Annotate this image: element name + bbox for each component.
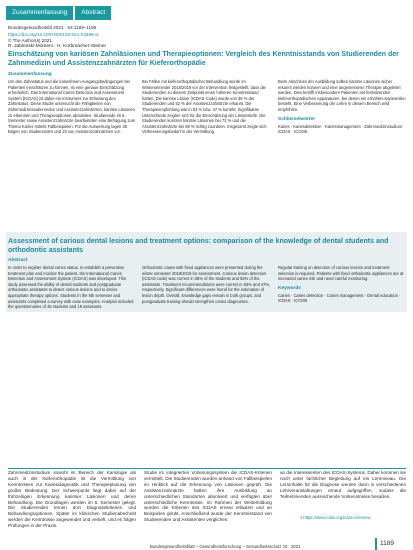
de-keywords: Karies · Kariesdetektion · Kariesmanagement · Zahnmedizinstudium · ICDAS · ICCMS: [278, 123, 405, 135]
body-column-1: Zahnmedizinstudium sowohl im Bereich der Kariologie als auch in der Kieferorthopädie ist die Vermittlung von Kenntnissen zur Kariesdiagnostik und Therapieplanung von großer Bedeutung. Der Schwerpunkt liegt dabei auf der frühzeitigen Erkennung kariöser Läsionen und deren Behandlung. Die Grundlagen werden im 6. Semester gelegt. Die Studierenden lernen dort Diagnosekriterien und Behandlungsoptionen. Später im klinischen Studienabschnitt werden die Kenntnisse angewendet und vertieft, und es folgen Prüfungen in der Praxis.: [8, 470, 136, 529]
de-abstract-text-1: Um den Zahnstatus und die kariesfreien Ausgangsbedingungen bei Patienten einschätzen zu können, ist eine genaue Einschätzung erforderlich. Das International Caries Detection and Assessment System (ICDAS) ist dabei ein Instrument zur Erfassung des Zahnstatus. Diese Studie untersucht die Fähigkeiten von Zahnmedizinstudierenden und Assistenzzahnärzten, kariöse Läsionen zu erkennen und Therapieoptionen abzuleiten. Studierende im 6. Semester sowie Assistenzzahnärzte bearbeiteten eine Befragung zum Thema Karies mittels Fallbeispielen. Für die Auswertung lagen 35 Bögen von Studierenden und 19 von Assistenzzahnärzten vor.: [8, 79, 136, 135]
de-abstract-col-2: [142, 79, 272, 135]
en-keywords-heading: Keywords: [278, 285, 301, 291]
de-keywords-heading: Schlüsselwörter: [278, 116, 316, 122]
page-number-bar: [375, 538, 377, 550]
body-column-2: Studie im integrierten Vorlesungssystem die ICDAS-Kriterien vermittelt. Die Studierenden wurden anhand von Fallbeispielen im Hinblick auf die Erkennung von Läsionen geprüft. Die Assistenzzahnärzte hatten ihre Ausbildung an unterschiedlichen Standorten absolviert und verfügten über unterschiedliche Kenntnisse. Im Rahmen der Weiterbildung wurden die Kriterien des ICDAS erneut erläutert und an Beispielen geübt. Anschließend wurde der Kenntnisstand von Studierenden und Assistenten verglichen.: [144, 470, 272, 523]
en-abstract-text-2: Orthodontic cases with fixed appliances were presented during the winter semester 2018/2019 for assessment. Carious lesion detection (ICDAS code) was correct in 38% of the students and 52% of the assistants. Treatment recommendations were correct in 53% and 47%, respectively. Significant differences were found for the estimation of lesion depth. Overall, knowledge gaps remain in both groups, and postgraduate training should strengthen caries diagnostics.: [142, 265, 271, 304]
de-abstract-heading: Zusammenfassung: [8, 72, 52, 77]
en-abstract-col-3: [278, 265, 406, 304]
tab-zusammenfassung[interactable]: Zusammenfassung: [6, 6, 73, 20]
body-column-3: an die Interessenten des ICDAS-Systems. Daher kommen sie noch unter fachlicher Begleitung auf ein Lernniveau. Die Lerninhalte für die Diagnose wurden dann in verschiedenen Lehrveranstaltungen erneut aufgegriffen, sodass die Teilnehmenden ausreichende Vorkenntnisse besaßen.: [280, 470, 406, 499]
authors: R. Jablonski-Momeni · H. Korbmacher-Steiner: [8, 44, 107, 49]
copyright-line: © The Author(s) 2021: [8, 38, 52, 43]
en-abstract-text-1: In order to register dental caries status, to establish a preventive treatment plan and monitor the patient, the International Caries Detection and Assessment System (ICDAS) was developed. This study assessed the ability of dental students and postgraduate orthodontic assistants to detect carious lesions and to derive appropriate therapy options. Students in the 6th semester and assistants completed a survey with case examples. Analysis included the questionnaires of 35 students and 19 assistants.: [8, 265, 134, 310]
de-abstract-text-2: Bei Fällen mit kieferorthopädischer Behandlung wurde im Wintersemester 2018/2019 vor der Intervention festgestellt, dass die Studierenden zu diesem Zeitpunkt einen höheren Kenntnisstand hatten. Die kariöse Läsion (ICDAS-Code) wurde von 38 % der Studierenden und 52 % der Assistenzzahnärzte erkannt. Die Therapieempfehlung war in 53 % bzw. 47 % korrekt. Signifikante Unterschiede zeigten sich für die Einschätzung der Läsionstiefe. Die Studierenden konnten kariöse Läsionen bei 72 % und die Assistenzzahnärzte bei 89 % richtig zuordnen. Insgesamt zeigte sich Verbesserungsbedarf in der Vermittlung.: [142, 79, 267, 135]
doi-link[interactable]: https://doi.org/10.1007/s00103-021-03399-w: [8, 31, 99, 37]
english-title: Assessment of carious dental lesions and treatment options: comparison of the knowledge of dental students and orthodontic assistants: [8, 238, 389, 254]
en-abstract-col-1: [8, 258, 136, 310]
en-abstract-text-3: Regular training on detection of carious lesions and treatment selection is required. Patients with fixed orthodontic appliances are at increased caries risk and need careful monitoring.: [278, 265, 404, 282]
de-abstract-col-3: [278, 79, 406, 135]
german-title: Einschätzung von kariösen Zahnläsionen und Therapieoptionen: Vergleich des Kenntnisstands von Studierenden der Zahnmedizin und Assistenzzahnärzten für Kieferorthopädie: [8, 51, 399, 67]
journal-footer: Bundesgesundheitsblatt – Gesundheitsforschung – Gesundheitsschutz 10 · 2021: [150, 544, 301, 549]
page-number: 1189: [380, 540, 394, 547]
de-abstract-text-3: Beim Abschluss der Ausbildung sollten kariöse Läsionen sicher erkannt werden können und eine angemessene Therapie abgeleitet werden. Dies betrifft insbesondere Patienten mit festsitzenden kieferorthopädischen Apparaturen, bei denen ein erhöhtes Kariesrisiko besteht. Eine Verbesserung der Lehre in diesem Bereich wird empfohlen.: [278, 79, 406, 112]
en-abstract-heading: Abstract: [8, 258, 28, 263]
de-abstract-col-1: [8, 72, 136, 135]
body-divider: [8, 468, 406, 469]
tab-abstract[interactable]: Abstract: [75, 6, 111, 20]
en-keywords: Caries · Caries detection · Caries management · Dental education · ICDAS · ICCMS: [278, 292, 401, 304]
section-tabs: [6, 6, 113, 20]
citation-line: Bundesgesundheitsbl 2021 · 64:1189–1196: [8, 25, 97, 30]
footnote-link[interactable]: 1 https://www.icdas.org/icdas-overview: [300, 515, 371, 520]
en-abstract-col-2: [142, 265, 272, 304]
article-meta: [8, 25, 98, 45]
